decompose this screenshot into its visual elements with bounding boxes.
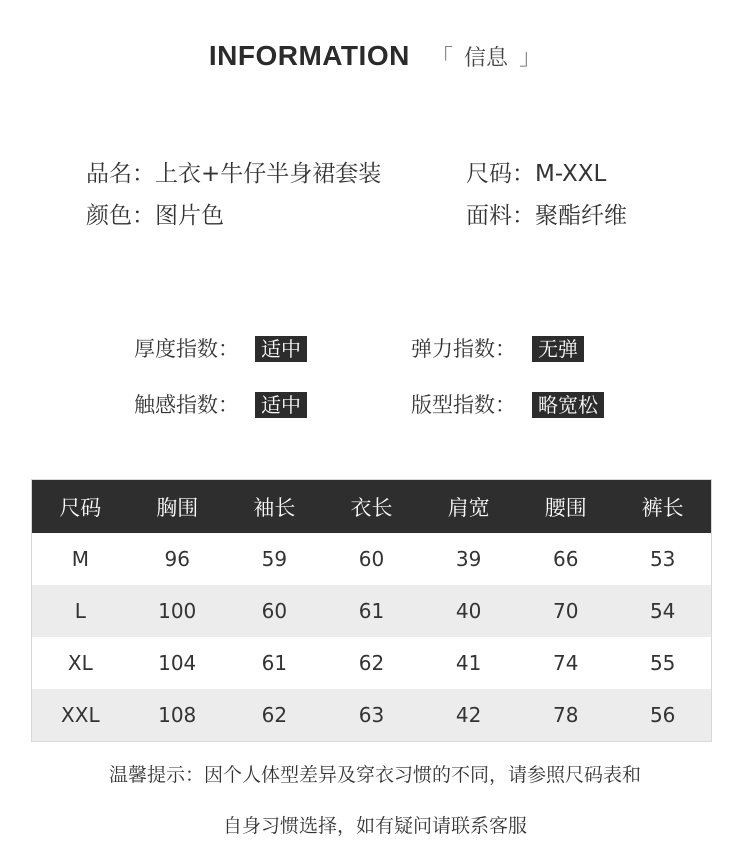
table-cell: 63 (323, 689, 420, 742)
table-cell: 39 (455, 547, 482, 571)
table-cell: 62 (358, 651, 385, 675)
table-cell: 78 (517, 689, 614, 742)
table-cell: 54 (614, 585, 711, 637)
col-header-length: 衣长 (323, 480, 420, 534)
table-cell: 96 (164, 547, 190, 571)
table-cell: 53 (649, 547, 676, 571)
table-cell: 62 (226, 689, 323, 742)
product-fabric: 面料：聚酯纤维 (466, 203, 627, 229)
table-row (32, 637, 712, 689)
col-header-waist: 腰围 (517, 480, 614, 534)
index-touch (134, 390, 307, 420)
bracket-right: 」 (519, 45, 542, 71)
table-cell: XL (67, 651, 93, 675)
tip-line-1: 温馨提示：因个人体型差异及穿衣习惯的不同，请参照尺码表和 (108, 764, 641, 786)
table-cell: 40 (420, 585, 517, 637)
index-value: 无弹 (532, 336, 584, 362)
table-cell: 104 (158, 651, 197, 675)
table-row (32, 585, 712, 637)
table-cell: 108 (129, 689, 226, 742)
index-label: 版型指数： (411, 393, 516, 417)
table-cell: 41 (455, 651, 482, 675)
index-label: 触感指数： (134, 393, 239, 417)
table-cell: 61 (261, 651, 288, 675)
index-fit (411, 390, 604, 420)
table-cell: 74 (553, 651, 579, 675)
table-cell: 66 (553, 547, 579, 571)
product-color: 颜色：图片色 (86, 203, 224, 229)
col-header-sleeve: 袖长 (226, 480, 323, 534)
table-cell: 70 (517, 585, 614, 637)
index-elasticity (411, 334, 584, 364)
table-cell: 55 (649, 651, 676, 675)
table-row (32, 533, 712, 585)
table-cell: L (32, 585, 129, 637)
col-header-size: 尺码 (32, 480, 129, 534)
table-cell: 61 (323, 585, 420, 637)
size-table (31, 479, 712, 742)
table-row (32, 689, 712, 742)
index-value: 适中 (255, 336, 307, 362)
col-header-pants-length: 裤长 (614, 480, 711, 534)
bracket-left: 「 (430, 45, 453, 71)
table-cell: 60 (226, 585, 323, 637)
index-value: 适中 (255, 392, 307, 418)
title-en: INFORMATION (208, 40, 410, 71)
index-label: 厚度指数： (134, 337, 239, 361)
table-cell: XXL (32, 689, 129, 742)
tip-line-2: 自身习惯选择，如有疑问请联系客服 (222, 815, 527, 837)
index-thickness (134, 334, 307, 364)
table-cell: 59 (261, 547, 288, 571)
index-value: 略宽松 (532, 392, 604, 418)
index-label: 弹力指数： (411, 337, 516, 361)
product-name: 品名：上衣+牛仔半身裙套装 (86, 161, 382, 187)
table-cell: 100 (129, 585, 226, 637)
section-header (0, 40, 750, 90)
table-cell: M (71, 547, 89, 571)
col-header-chest: 胸围 (129, 480, 226, 534)
table-cell: 42 (420, 689, 517, 742)
col-header-shoulder: 肩宽 (420, 480, 517, 534)
table-header-row (32, 480, 712, 534)
table-cell: 56 (614, 689, 711, 742)
table-cell: 60 (358, 547, 385, 571)
title-cn: 信息 (464, 45, 509, 71)
size-range: 尺码：M-XXL (466, 161, 607, 187)
